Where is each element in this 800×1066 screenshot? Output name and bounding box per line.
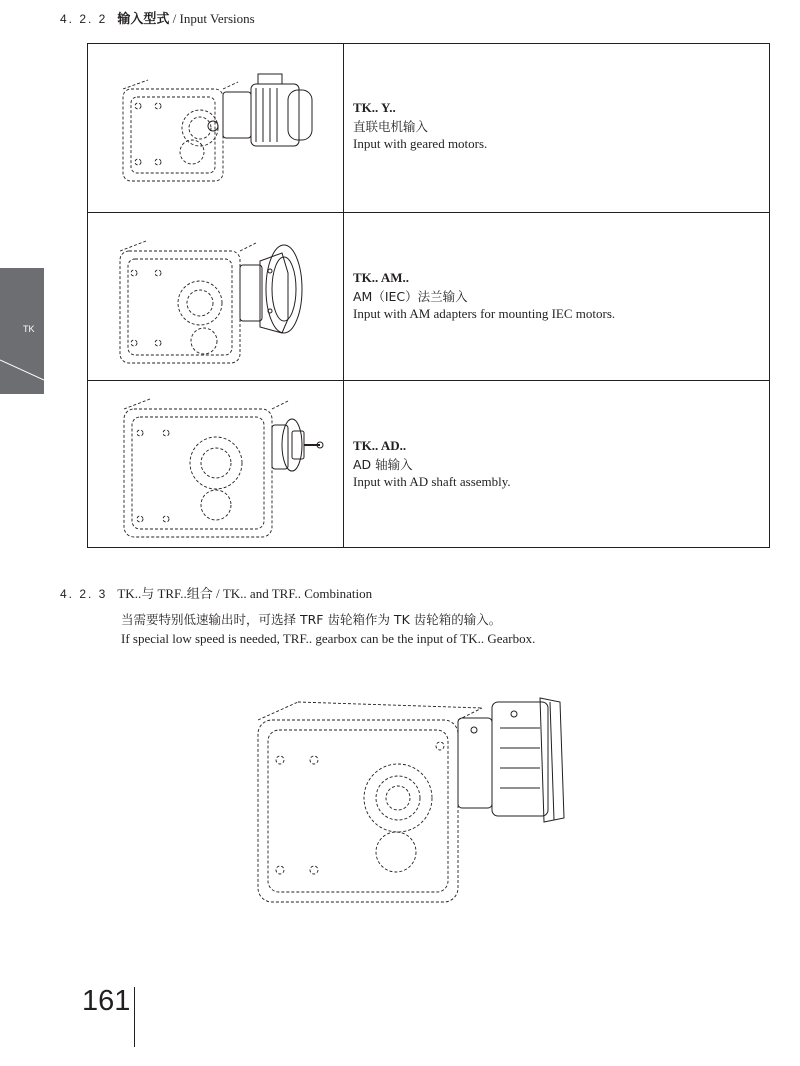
version-code: TK.. AM..	[353, 270, 409, 285]
section-title-en: / Input Versions	[169, 11, 255, 26]
version-code: TK.. AD..	[353, 438, 407, 453]
section-heading-422	[60, 11, 255, 28]
table-row-geared-motor	[88, 44, 769, 213]
combination-description-cn: 当需要特别低速输出时，可选择 TRF 齿轮箱作为 TK 齿轮箱的输入。	[121, 612, 502, 627]
side-tab-label: TK	[23, 324, 35, 334]
version-label-en: Input with AD shaft assembly.	[353, 474, 511, 489]
input-versions-table	[87, 43, 770, 548]
section-number: 4. 2. 2	[60, 12, 108, 26]
am-adapter-illustration	[88, 213, 344, 380]
version-text	[353, 269, 615, 323]
version-label-cn: 直联电机输入	[353, 119, 429, 134]
combination-description-en: If special low speed is needed, TRF.. gearbox can be the input of TK.. Gearbox.	[121, 631, 536, 646]
ad-shaft-illustration	[88, 381, 344, 547]
version-label-en: Input with AM adapters for mounting IEC motors.	[353, 306, 616, 321]
table-row-am-adapter	[88, 213, 769, 381]
table-row-ad-shaft	[88, 381, 769, 547]
section-heading-423	[60, 586, 372, 602]
version-text	[353, 99, 487, 153]
side-tab	[0, 268, 44, 394]
page-number-divider	[134, 987, 135, 1047]
section-title: TK..与 TRF..组合 / TK.. and TRF.. Combination	[117, 586, 373, 601]
page-number: 161	[82, 985, 131, 1017]
section-number: 4. 2. 3	[60, 587, 108, 601]
section-title-cn: 输入型式	[117, 12, 170, 27]
geared-motor-illustration	[88, 44, 344, 212]
version-label-cn: AM（IEC）法兰输入	[353, 289, 468, 304]
version-label-en: Input with geared motors.	[353, 136, 488, 151]
version-text	[353, 437, 511, 491]
version-code: TK.. Y..	[353, 100, 396, 115]
tk-trf-combination-illustration	[250, 680, 580, 910]
version-label-cn: AD 轴输入	[353, 457, 413, 472]
tab-diagonal-line	[0, 268, 44, 394]
